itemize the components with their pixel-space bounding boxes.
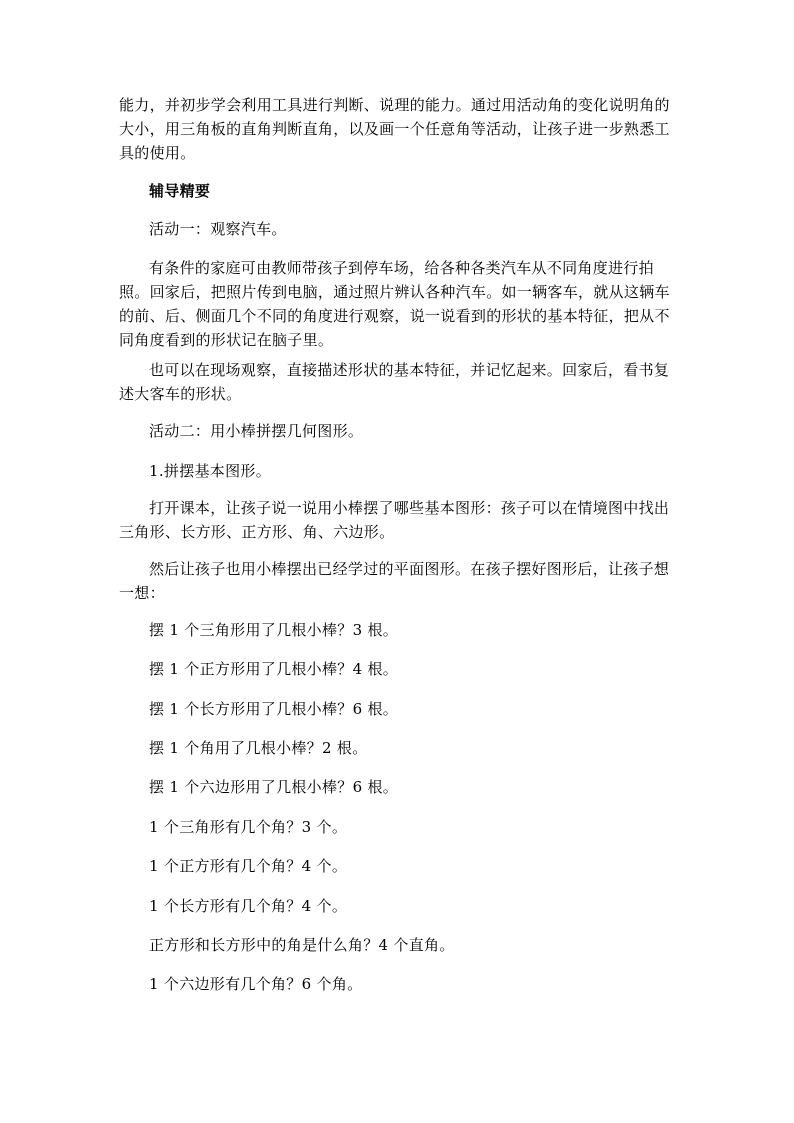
paragraph-activity-one-photos: 有条件的家庭可由教师带孩子到停车场，给各种各类汽车从不同角度进行拍照。回家后，把照片传到电脑，通过照片辨认各种汽车。如一辆客车，就从这辆车的前、后、侧面几个不同的角度进行观察，说一说看到的形状的基本特征，把从不同角度看到的形状记在脑子里。 — [119, 259, 670, 349]
question-triangle-angles: 1 个三角形有几个角？3 个。 — [149, 818, 348, 836]
question-triangle-sticks: 摆 1 个三角形用了几根小棒？3 根。 — [149, 621, 399, 639]
activity-one-title: 活动一：观察汽车。 — [149, 220, 287, 238]
question-rectangle-angles: 1 个长方形有几个角？4 个。 — [149, 897, 348, 915]
paragraph-intro-continuation: 能力，并初步学会利用工具进行判断、说理的能力。通过用活动角的变化说明角的大小，用三角板的直角判断直角，以及画一个任意角等活动，让孩子进一步熟悉工具的使用。 — [119, 96, 670, 162]
question-square-sticks: 摆 1 个正方形用了几根小棒？4 根。 — [149, 660, 399, 678]
question-right-angles: 正方形和长方形中的角是什么角？4 个直角。 — [149, 936, 455, 954]
section-heading: 辅导精要 — [149, 182, 211, 200]
question-rectangle-sticks: 摆 1 个长方形用了几根小棒？6 根。 — [149, 700, 399, 718]
paragraph-activity-one-onsite: 也可以在现场观察，直接描述形状的基本特征，并记忆起来。回家后，看书复述大客车的形状。 — [119, 361, 670, 403]
paragraph-then-build: 然后让孩子也用小棒摆出已经学过的平面图形。在孩子摆好图形后，让孩子想一想： — [119, 560, 670, 602]
activity-two-title: 活动二：用小棒拼摆几何图形。 — [149, 422, 364, 440]
question-hexagon-angles: 1 个六边形有几个角？6 个角。 — [149, 975, 363, 993]
paragraph-open-textbook: 打开课本，让孩子说一说用小棒摆了哪些基本图形：孩子可以在情境图中找出三角形、长方形、正方形、角、六边形。 — [119, 499, 670, 541]
subheading-basic-shapes: 1.拼摆基本图形。 — [149, 462, 272, 480]
question-hexagon-sticks: 摆 1 个六边形用了几根小棒？6 根。 — [149, 778, 399, 796]
question-angle-sticks: 摆 1 个角用了几根小棒？2 根。 — [149, 739, 368, 757]
question-square-angles: 1 个正方形有几个角？4 个。 — [149, 857, 348, 875]
